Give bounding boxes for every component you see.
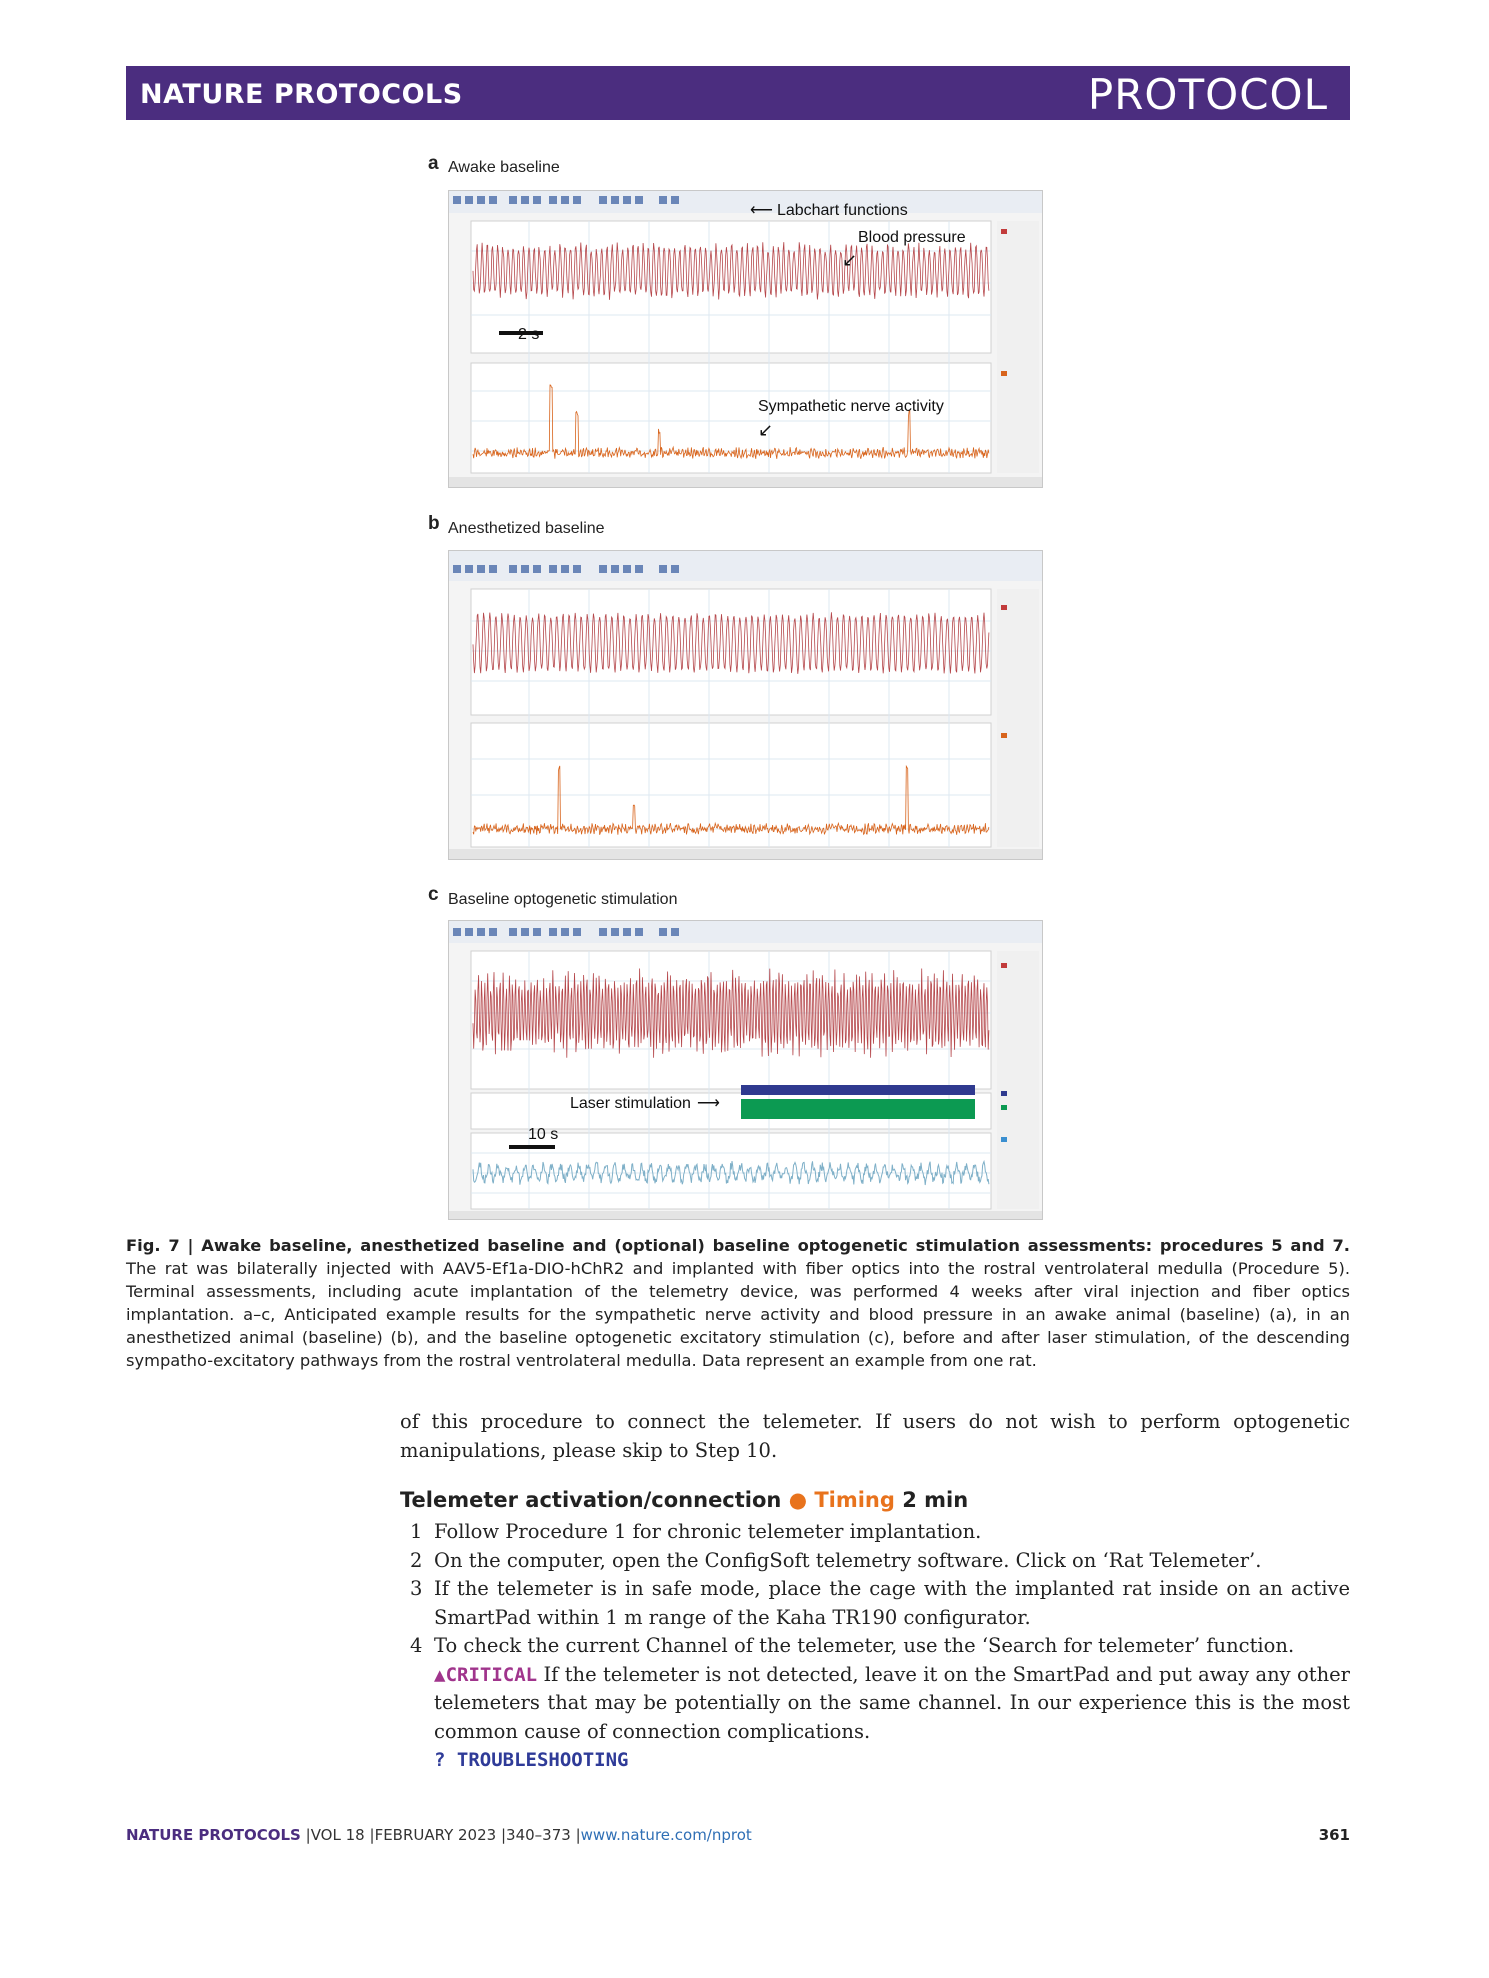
laser-channel-green (741, 1099, 975, 1119)
body-intro: of this procedure to connect the telemeter. If users do not wish to perform optogenetic manipulations, please skip to Step 10. (400, 1410, 1350, 1462)
labchart-b-graphic (449, 551, 1042, 859)
panel-c-title: Baseline optogenetic stimulation (448, 891, 678, 908)
critical-note (400, 1661, 1350, 1747)
footer-url[interactable]: www.nature.com/nprot (580, 1826, 752, 1844)
section-heading: Telemeter activation/connection ● Timing 2 min (400, 1488, 969, 1512)
step-item: 2 On the computer, open the ConfigSoft telemetry software. Click on ‘Rat Telemeter’. (410, 1548, 1262, 1572)
footer-date: FEBRUARY 2023 (374, 1826, 497, 1844)
step-item: 4 To check the current Channel of the telemeter, use the ‘Search for telemeter’ function. (410, 1634, 1295, 1657)
critical-text: If the telemeter is not detected, leave it on the SmartPad and put away any other telemeters that may be potentially on the same channel. In our experience this is the most common cause of connection complications. (434, 1662, 1350, 1743)
troubleshooting-link[interactable]: ? TROUBLESHOOTING (434, 1749, 629, 1771)
caption-lead: Fig. 7 | Awake baseline, anesthetized baseline and (optional) baseline optogenetic stimulation assessments: procedures 5 and 7. (126, 1236, 1350, 1255)
labchart-c-graphic (449, 921, 1042, 1219)
labchart-screenshot-c (448, 920, 1043, 1220)
annotation-laser-stimulation: Laser stimulation ⟶ (570, 1095, 720, 1112)
arrow-sna-icon: ↙ (758, 420, 774, 440)
footer-volume: VOL 18 (310, 1826, 365, 1844)
scale-bar-label-c: 10 s (528, 1126, 559, 1143)
annotation-labchart-functions: ⟵ Labchart functions (750, 202, 908, 219)
panel-b-letter: b (428, 513, 440, 534)
labchart-screenshot-b (448, 550, 1043, 860)
journal-header (126, 66, 1350, 120)
critical-label: ▲CRITICAL (434, 1663, 538, 1686)
figure-caption (126, 1234, 1350, 1372)
laser-channel-blue (741, 1085, 975, 1095)
footer-pages: 340–373 (506, 1826, 571, 1844)
timing-icon: ● (788, 1488, 808, 1512)
caption-text: The rat was bilaterally injected with AAV5-Ef1a-DIO-hChR2 and implanted with fiber optics into the rostral ventrolateral medulla (Procedure 5). Terminal assessments, including acute implantation of the telemetry device, was performed 4 weeks after viral injection and fiber optics implantation. a–c, Anticipated example results for the sympathetic nerve activity and blood pressure in an awake animal (baseline) (a), in an anesthetized animal (baseline) (b), and the baseline optogenetic excitatory stimulation (c), before and after laser stimulation, of the descending sympatho-excitatory pathways from the rostral ventrolateral medulla. Data represent an example from one rat. (126, 1259, 1350, 1370)
footer-journal: NATURE PROTOCOLS (126, 1826, 301, 1844)
annotation-blood-pressure: Blood pressure (858, 229, 966, 246)
page-footer: NATURE PROTOCOLS |VOL 18 |FEBRUARY 2023 |340–373 |www.nature.com/nprot 361 (126, 1826, 1350, 1844)
step-list (400, 1518, 1350, 1775)
step-item: 3 If the telemeter is in safe mode, place the cage with the implanted rat inside on an active SmartPad within 1 m range of the Kaha TR190 configurator. (410, 1577, 1350, 1629)
panel-b-title: Anesthetized baseline (448, 520, 605, 537)
step-item: 1 Follow Procedure 1 for chronic telemeter implantation. (410, 1520, 982, 1543)
panel-a-letter: a (428, 153, 439, 174)
panel-c-letter: c (428, 884, 439, 905)
page-number: 361 (1318, 1826, 1350, 1844)
panel-a-title: Awake baseline (448, 159, 560, 176)
arrow-blood-pressure-icon: ↙ (842, 250, 858, 270)
annotation-sympathetic-nerve-activity: Sympathetic nerve activity (758, 398, 944, 415)
article-type: PROTOCOL (1087, 70, 1328, 119)
journal-name: NATURE PROTOCOLS (140, 79, 463, 110)
scale-bar-label-a: 2 s (518, 326, 540, 343)
troubleshooting-note (400, 1746, 1350, 1775)
